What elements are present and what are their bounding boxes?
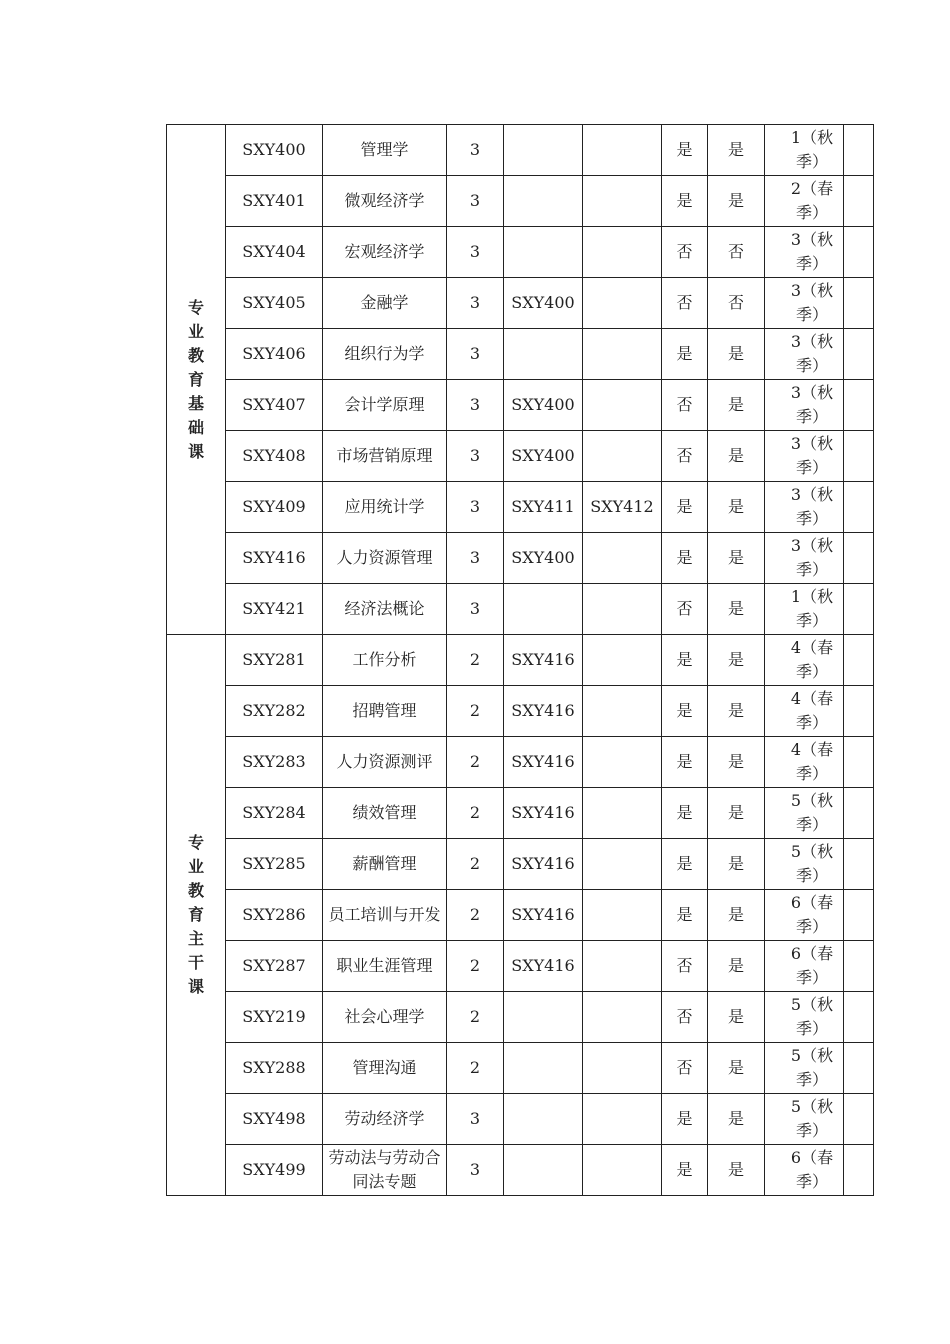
course-code-cell: SXY409 <box>226 482 323 533</box>
prereq2-cell <box>583 125 662 176</box>
flag1-cell: 否 <box>662 278 708 329</box>
credit-cell: 2 <box>447 788 504 839</box>
empty-cell <box>844 992 874 1043</box>
prereq1-cell <box>504 329 583 380</box>
prereq1-cell: SXY416 <box>504 890 583 941</box>
flag1-cell: 否 <box>662 380 708 431</box>
semester-text: 5（秋季） <box>790 1097 834 1140</box>
table-row <box>167 635 874 686</box>
course-code-cell: SXY401 <box>226 176 323 227</box>
semester-text: 3（秋季） <box>790 383 834 426</box>
flag1-cell: 否 <box>662 941 708 992</box>
credit-cell: 2 <box>447 992 504 1043</box>
credit-cell: 3 <box>447 1145 504 1196</box>
semester-cell <box>765 992 844 1043</box>
table-row <box>167 227 874 278</box>
prereq2-cell <box>583 635 662 686</box>
empty-cell <box>844 482 874 533</box>
credit-cell: 3 <box>447 125 504 176</box>
table-row <box>167 1043 874 1094</box>
flag1-cell: 否 <box>662 584 708 635</box>
course-name-cell: 绩效管理 <box>323 788 447 839</box>
empty-cell <box>844 737 874 788</box>
semester-text: 4（春季） <box>790 638 834 681</box>
course-name-cell: 金融学 <box>323 278 447 329</box>
prereq2-cell <box>583 992 662 1043</box>
course-name-cell: 微观经济学 <box>323 176 447 227</box>
prereq2-cell <box>583 737 662 788</box>
semester-text: 5（秋季） <box>790 995 834 1038</box>
table-row <box>167 1145 874 1196</box>
course-code-cell: SXY286 <box>226 890 323 941</box>
semester-cell <box>765 227 844 278</box>
prereq1-cell: SXY416 <box>504 737 583 788</box>
course-name-cell: 人力资源测评 <box>323 737 447 788</box>
flag1-cell: 否 <box>662 1043 708 1094</box>
course-code-cell: SXY219 <box>226 992 323 1043</box>
flag2-cell: 是 <box>708 890 765 941</box>
flag1-cell: 否 <box>662 227 708 278</box>
credit-cell: 3 <box>447 482 504 533</box>
prereq2-cell <box>583 941 662 992</box>
flag1-cell: 是 <box>662 533 708 584</box>
flag1-cell: 是 <box>662 1145 708 1196</box>
flag2-cell: 是 <box>708 788 765 839</box>
semester-cell <box>765 125 844 176</box>
prereq1-cell: SXY400 <box>504 380 583 431</box>
semester-text: 3（秋季） <box>790 485 834 528</box>
course-code-cell: SXY282 <box>226 686 323 737</box>
prereq1-cell: SXY411 <box>504 482 583 533</box>
empty-cell <box>844 839 874 890</box>
flag2-cell: 是 <box>708 125 765 176</box>
prereq1-cell <box>504 125 583 176</box>
prereq2-cell <box>583 839 662 890</box>
flag2-cell: 是 <box>708 431 765 482</box>
course-table <box>166 124 874 1196</box>
prereq2-cell <box>583 584 662 635</box>
prereq2-cell <box>583 788 662 839</box>
course-name-cell: 宏观经济学 <box>323 227 447 278</box>
course-code-cell: SXY284 <box>226 788 323 839</box>
course-code-cell: SXY406 <box>226 329 323 380</box>
flag2-cell: 是 <box>708 1043 765 1094</box>
table-row <box>167 839 874 890</box>
flag2-cell: 是 <box>708 329 765 380</box>
credit-cell: 2 <box>447 1043 504 1094</box>
course-code-cell: SXY405 <box>226 278 323 329</box>
flag1-cell: 是 <box>662 839 708 890</box>
flag1-cell: 是 <box>662 125 708 176</box>
empty-cell <box>844 941 874 992</box>
flag2-cell: 是 <box>708 482 765 533</box>
credit-cell: 3 <box>447 1094 504 1145</box>
prereq2-cell <box>583 890 662 941</box>
semester-text: 3（秋季） <box>790 434 834 477</box>
semester-cell <box>765 788 844 839</box>
credit-cell: 2 <box>447 839 504 890</box>
credit-cell: 3 <box>447 380 504 431</box>
empty-cell <box>844 1145 874 1196</box>
table-row <box>167 890 874 941</box>
semester-text: 5（秋季） <box>790 842 834 885</box>
empty-cell <box>844 584 874 635</box>
prereq2-cell <box>583 380 662 431</box>
course-code-cell: SXY498 <box>226 1094 323 1145</box>
course-group-label <box>167 125 226 635</box>
table-row <box>167 482 874 533</box>
credit-cell: 3 <box>447 176 504 227</box>
course-group-text: 专业教育基础课 <box>188 297 205 461</box>
semester-text: 5（秋季） <box>790 791 834 834</box>
prereq2-cell <box>583 329 662 380</box>
course-name-cell: 人力资源管理 <box>323 533 447 584</box>
table-row <box>167 584 874 635</box>
prereq2-cell <box>583 1094 662 1145</box>
semester-text: 6（春季） <box>790 893 834 936</box>
semester-text: 4（春季） <box>790 740 834 783</box>
course-code-cell: SXY285 <box>226 839 323 890</box>
semester-cell <box>765 380 844 431</box>
empty-cell <box>844 380 874 431</box>
prereq2-cell <box>583 227 662 278</box>
semester-cell <box>765 584 844 635</box>
course-name-cell: 经济法概论 <box>323 584 447 635</box>
course-name-cell: 招聘管理 <box>323 686 447 737</box>
table-row <box>167 1094 874 1145</box>
prereq1-cell <box>504 992 583 1043</box>
credit-cell: 2 <box>447 686 504 737</box>
credit-cell: 2 <box>447 890 504 941</box>
course-code-cell: SXY281 <box>226 635 323 686</box>
semester-text: 4（春季） <box>790 689 834 732</box>
prereq1-cell <box>504 1043 583 1094</box>
flag2-cell: 是 <box>708 533 765 584</box>
prereq1-cell <box>504 584 583 635</box>
table-row <box>167 278 874 329</box>
course-code-cell: SXY287 <box>226 941 323 992</box>
flag2-cell: 是 <box>708 380 765 431</box>
course-name-cell: 工作分析 <box>323 635 447 686</box>
table-row <box>167 992 874 1043</box>
flag2-cell: 是 <box>708 176 765 227</box>
prereq2-cell <box>583 431 662 482</box>
flag1-cell: 是 <box>662 329 708 380</box>
table-row <box>167 788 874 839</box>
course-group-label <box>167 635 226 1196</box>
semester-cell <box>765 941 844 992</box>
prereq2-cell <box>583 176 662 227</box>
empty-cell <box>844 533 874 584</box>
semester-cell <box>765 839 844 890</box>
empty-cell <box>844 227 874 278</box>
empty-cell <box>844 1094 874 1145</box>
flag2-cell: 否 <box>708 278 765 329</box>
table-body <box>167 125 874 1196</box>
semester-text: 3（秋季） <box>790 230 834 273</box>
flag1-cell: 是 <box>662 635 708 686</box>
table-row <box>167 125 874 176</box>
flag2-cell: 否 <box>708 227 765 278</box>
prereq1-cell <box>504 227 583 278</box>
prereq1-cell: SXY416 <box>504 839 583 890</box>
flag2-cell: 是 <box>708 635 765 686</box>
empty-cell <box>844 788 874 839</box>
empty-cell <box>844 329 874 380</box>
course-name-cell: 薪酬管理 <box>323 839 447 890</box>
semester-cell <box>765 482 844 533</box>
course-code-cell: SXY408 <box>226 431 323 482</box>
prereq2-cell <box>583 533 662 584</box>
empty-cell <box>844 125 874 176</box>
empty-cell <box>844 686 874 737</box>
empty-cell <box>844 176 874 227</box>
flag2-cell: 是 <box>708 584 765 635</box>
flag1-cell: 是 <box>662 788 708 839</box>
course-name-cell: 职业生涯管理 <box>323 941 447 992</box>
prereq1-cell: SXY400 <box>504 533 583 584</box>
course-name-cell: 管理学 <box>323 125 447 176</box>
course-code-cell: SXY421 <box>226 584 323 635</box>
course-name-cell: 市场营销原理 <box>323 431 447 482</box>
prereq2-cell <box>583 278 662 329</box>
course-code-cell: SXY404 <box>226 227 323 278</box>
empty-cell <box>844 890 874 941</box>
semester-cell <box>765 431 844 482</box>
table-row <box>167 176 874 227</box>
prereq1-cell <box>504 176 583 227</box>
semester-cell <box>765 176 844 227</box>
empty-cell <box>844 278 874 329</box>
prereq1-cell: SXY416 <box>504 635 583 686</box>
credit-cell: 3 <box>447 533 504 584</box>
prereq2-cell <box>583 1043 662 1094</box>
semester-cell <box>765 635 844 686</box>
table-row <box>167 329 874 380</box>
semester-cell <box>765 1043 844 1094</box>
course-code-cell: SXY288 <box>226 1043 323 1094</box>
semester-text: 3（秋季） <box>790 281 834 324</box>
semester-text: 3（秋季） <box>790 536 834 579</box>
credit-cell: 3 <box>447 431 504 482</box>
prereq1-cell: SXY416 <box>504 686 583 737</box>
prereq1-cell <box>504 1094 583 1145</box>
prereq2-cell: SXY412 <box>583 482 662 533</box>
flag2-cell: 是 <box>708 941 765 992</box>
course-code-cell: SXY407 <box>226 380 323 431</box>
flag2-cell: 是 <box>708 686 765 737</box>
course-code-cell: SXY283 <box>226 737 323 788</box>
flag2-cell: 是 <box>708 839 765 890</box>
table-row <box>167 686 874 737</box>
table-row <box>167 941 874 992</box>
semester-text: 6（春季） <box>790 944 834 987</box>
semester-cell <box>765 533 844 584</box>
flag1-cell: 否 <box>662 431 708 482</box>
prereq1-cell: SXY400 <box>504 431 583 482</box>
semester-cell <box>765 737 844 788</box>
prereq2-cell <box>583 1145 662 1196</box>
credit-cell: 2 <box>447 941 504 992</box>
credit-cell: 2 <box>447 737 504 788</box>
course-name-cell: 会计学原理 <box>323 380 447 431</box>
flag1-cell: 否 <box>662 992 708 1043</box>
course-code-cell: SXY499 <box>226 1145 323 1196</box>
course-code-cell: SXY400 <box>226 125 323 176</box>
flag2-cell: 是 <box>708 1145 765 1196</box>
semester-cell <box>765 329 844 380</box>
table-row <box>167 533 874 584</box>
semester-text: 2（春季） <box>790 179 834 222</box>
semester-text: 5（秋季） <box>790 1046 834 1089</box>
course-name-cell: 员工培训与开发 <box>323 890 447 941</box>
flag1-cell: 是 <box>662 686 708 737</box>
credit-cell: 2 <box>447 635 504 686</box>
credit-cell: 3 <box>447 278 504 329</box>
course-name-cell: 社会心理学 <box>323 992 447 1043</box>
semester-text: 6（春季） <box>790 1148 834 1191</box>
credit-cell: 3 <box>447 227 504 278</box>
empty-cell <box>844 431 874 482</box>
flag1-cell: 是 <box>662 1094 708 1145</box>
table-row <box>167 737 874 788</box>
course-name-cell: 组织行为学 <box>323 329 447 380</box>
flag1-cell: 是 <box>662 890 708 941</box>
course-name-cell: 管理沟通 <box>323 1043 447 1094</box>
course-group-text: 专业教育主干课 <box>188 833 205 996</box>
semester-text: 3（秋季） <box>790 332 834 375</box>
semester-cell <box>765 278 844 329</box>
table-row <box>167 431 874 482</box>
semester-text: 1（秋季） <box>790 587 834 630</box>
prereq1-cell: SXY416 <box>504 788 583 839</box>
prereq1-cell: SXY400 <box>504 278 583 329</box>
empty-cell <box>844 635 874 686</box>
semester-text: 1（秋季） <box>790 128 834 171</box>
semester-cell <box>765 890 844 941</box>
flag1-cell: 是 <box>662 482 708 533</box>
course-name-cell: 应用统计学 <box>323 482 447 533</box>
semester-cell <box>765 1145 844 1196</box>
prereq2-cell <box>583 686 662 737</box>
credit-cell: 3 <box>447 329 504 380</box>
semester-cell <box>765 686 844 737</box>
prereq1-cell <box>504 1145 583 1196</box>
table-row <box>167 380 874 431</box>
flag1-cell: 是 <box>662 737 708 788</box>
credit-cell: 3 <box>447 584 504 635</box>
flag2-cell: 是 <box>708 737 765 788</box>
prereq1-cell: SXY416 <box>504 941 583 992</box>
course-code-cell: SXY416 <box>226 533 323 584</box>
flag1-cell: 是 <box>662 176 708 227</box>
flag2-cell: 是 <box>708 992 765 1043</box>
semester-cell <box>765 1094 844 1145</box>
course-name-cell: 劳动经济学 <box>323 1094 447 1145</box>
course-name-cell: 劳动法与劳动合同法专题 <box>323 1145 447 1196</box>
flag2-cell: 是 <box>708 1094 765 1145</box>
empty-cell <box>844 1043 874 1094</box>
